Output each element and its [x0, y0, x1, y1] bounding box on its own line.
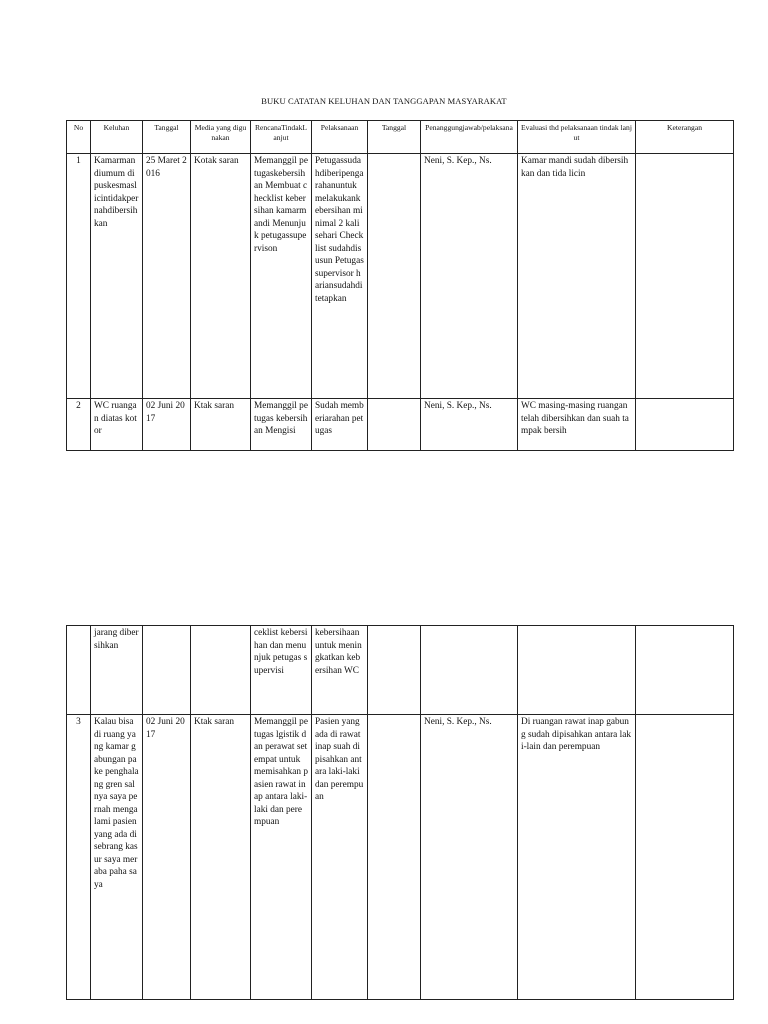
cell-pelaksanaan: Sudah memberiarahan petugas [312, 399, 368, 451]
cell-tanggal-2 [368, 715, 421, 1000]
header-tanggal: Tanggal [143, 121, 191, 154]
cell-keluhan: Kamarmandiumum di puskesmaslicintidakpernahdibersihkan [91, 154, 143, 399]
cell-keluhan: jarang dibersihkan [91, 626, 143, 715]
cell-penanggungjawab: Neni, S. Kep., Ns. [421, 399, 518, 451]
cell-tanggal: 25 Maret 2016 [143, 154, 191, 399]
table-row [67, 715, 734, 1000]
cell-evaluasi: Kamar mandi sudah dibersihkan dan tida licin [518, 154, 636, 399]
cell-tanggal-2 [368, 154, 421, 399]
cell-keterangan [636, 715, 734, 1000]
cell-rencana: ceklist kebersihan dan menunjuk petugas supervisi [251, 626, 312, 715]
cell-keluhan: Kalau bisa di ruang yang kamar gabungan pake penghalang gren salnya saya pernah mengalami pasien yang ada disebrang kasur saya meraba paha saya [91, 715, 143, 1000]
cell-evaluasi [518, 626, 636, 715]
complaint-table-continued [66, 625, 734, 1000]
cell-no: 3 [67, 715, 91, 1000]
cell-penanggungjawab: Neni, S. Kep., Ns. [421, 154, 518, 399]
cell-media: Ktak saran [191, 399, 251, 451]
cell-tanggal: 02 Juni 2017 [143, 715, 191, 1000]
page-title: BUKU CATATAN KELUHAN DAN TANGGAPAN MASYARAKAT [261, 96, 507, 106]
cell-penanggungjawab [421, 626, 518, 715]
cell-rencana: Memanggil petugas kebersihan Mengisi [251, 399, 312, 451]
header-no: No [67, 121, 91, 154]
table-row [67, 626, 734, 715]
cell-media [191, 626, 251, 715]
header-penanggungjawab: Penanggungjawab/pelaksana [421, 121, 518, 154]
cell-evaluasi: Di ruangan rawat inap gabung sudah dipisahkan antara laki-lain dan perempuan [518, 715, 636, 1000]
cell-tanggal [143, 626, 191, 715]
header-tanggal-2: Tanggal [368, 121, 421, 154]
header-keluhan: Keluhan [91, 121, 143, 154]
cell-tanggal-2 [368, 399, 421, 451]
cell-tanggal: 02 Juni 2017 [143, 399, 191, 451]
cell-pelaksanaan: Petugassudahdiberipengarahanuntukmelakukankebersihan minimal 2 kali sehari Check list sudahdisusun Petugas supervisor hariansudahditetapkan [312, 154, 368, 399]
header-media: Media yang digunakan [191, 121, 251, 154]
header-keterangan: Keterangan [636, 121, 734, 154]
cell-keterangan [636, 399, 734, 451]
cell-keterangan [636, 626, 734, 715]
cell-penanggungjawab: Neni, S. Kep., Ns. [421, 715, 518, 1000]
table-row [67, 399, 734, 451]
cell-keterangan [636, 154, 734, 399]
cell-pelaksanaan: kebersihaan untuk meningkatkan kebersihan WC [312, 626, 368, 715]
header-pelaksanaan: Pelaksanaan [312, 121, 368, 154]
cell-rencana: Memanggil petugas lgistik dan perawat setempat untuk memisahkan pasien rawat inap antara laki-laki dan perempuan [251, 715, 312, 1000]
cell-rencana: Memanggil petugaskebersihan Membuat checklist kebersihan kamarmandi Menunjuk petugassupervison [251, 154, 312, 399]
cell-no: 2 [67, 399, 91, 451]
cell-media: Ktak saran [191, 715, 251, 1000]
header-evaluasi: Evaluasi thd pelaksanaan tindak lanjut [518, 121, 636, 154]
table-row [67, 154, 734, 399]
table-header-row [67, 121, 734, 154]
cell-tanggal-2 [368, 626, 421, 715]
header-rencana: RencanaTindakLanjut [251, 121, 312, 154]
cell-no [67, 626, 91, 715]
cell-pelaksanaan: Pasien yang ada di rawat inap suah dipisahkan antara laki-laki dan perempuan [312, 715, 368, 1000]
cell-no: 1 [67, 154, 91, 399]
cell-media: Kotak saran [191, 154, 251, 399]
complaint-table-top [66, 120, 734, 451]
cell-evaluasi: WC masing-masing ruangan telah dibersihkan dan suah tampak bersih [518, 399, 636, 451]
cell-keluhan: WC ruangan diatas kotor [91, 399, 143, 451]
